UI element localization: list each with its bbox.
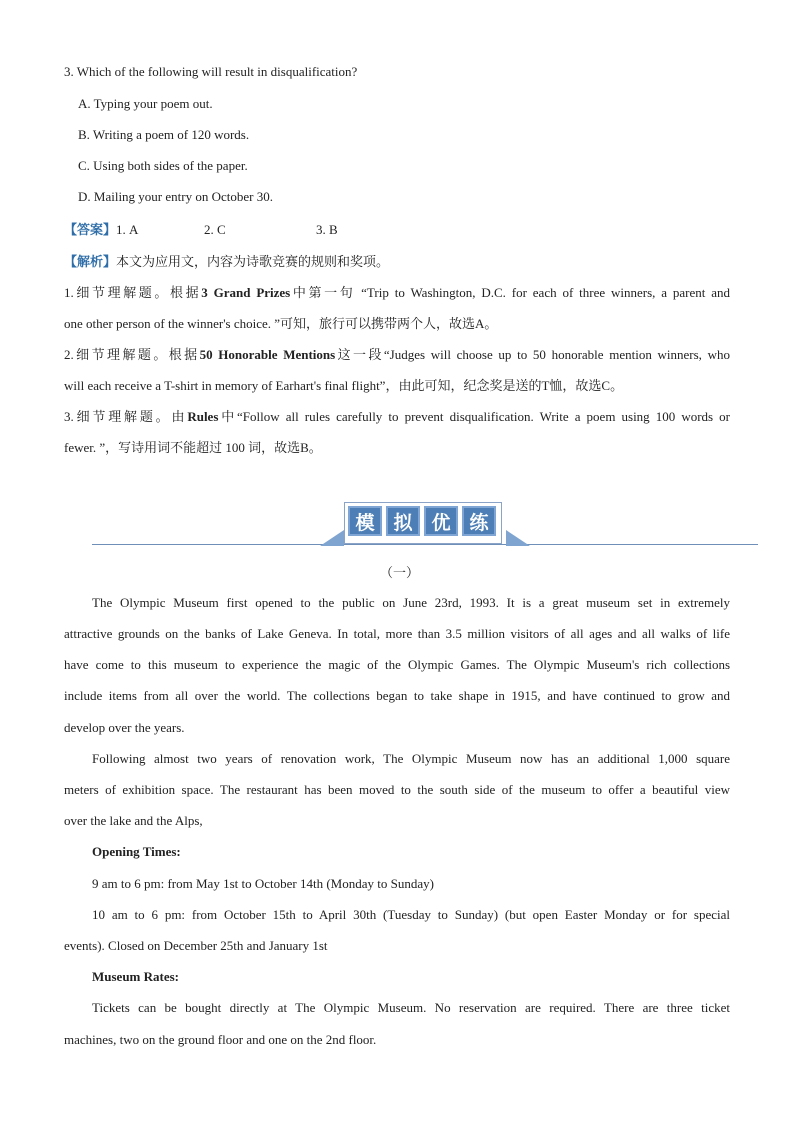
banner-char-2: 拟 [386,506,420,536]
passage-p1-line1: The Olympic Museum first opened to the public on June 23rd, 1993. It is a great museum set in extremely [92,595,730,610]
section-banner [320,500,530,548]
opening-times-line2: 10 am to 6 pm: from October 15th to April 30th (Tuesday to Sunday) (but open Easter Monday or for special [92,907,730,922]
passage-p2-line3: over the lake and the Alps, [64,813,203,828]
option-d: D. Mailing your entry on October 30. [78,189,273,204]
analysis-tag: 【解析】 [64,254,117,269]
analysis-p2-line2: will each receive a T-shirt in memory of Earhart's final flight”，由此可知，纪念奖是送的T恤，故选C。 [64,378,624,393]
analysis-p1-line2: one other person of the winner's choice. ”可知，旅行可以携带两个人，故选A。 [64,316,498,331]
museum-rates-line1: Tickets can be bought directly at The Olympic Museum. No reservation are required. There are three ticket [92,1000,730,1015]
passage-p1-line2: attractive grounds on the banks of Lake Geneva. In total, more than 3.5 million visitors of all ages and all walks of life [64,626,730,641]
option-c: C. Using both sides of the paper. [78,158,248,173]
answer-2: 2. C [204,222,226,237]
museum-rates-line2: machines, two on the ground floor and one on the 2nd floor. [64,1032,377,1047]
banner-char-3: 优 [424,506,458,536]
section-number: （一） [380,565,420,580]
analysis-p3-line2: fewer. ”，写诗用词不能超过 100 词，故选B。 [64,440,322,455]
analysis-p3-line1: 3.细节理解题。由Rules中“Follow all rules carefully to prevent disqualification. Write a poem using 100 words or [64,409,730,424]
analysis-p2-line1: 2.细节理解题。根据50 Honorable Mentions这一段“Judges will choose up to 50 honorable mention winners, who [64,347,730,362]
analysis-intro: 【解析】本文为应用文，内容为诗歌竞赛的规则和奖项。 [64,254,390,269]
option-a: A. Typing your poem out. [78,96,213,111]
passage-p1-line4: include items from all over the world. The collections began to take shape in 1915, and have continued to grow and [64,688,730,703]
option-b: B. Writing a poem of 120 words. [78,127,250,142]
answer-row [64,220,138,240]
banner-char-1: 模 [348,506,382,536]
answer-3: 3. B [316,222,338,237]
passage-p1-line3: have come to this museum to experience the magic of the Olympic Games. The Olympic Museum's rich collections [64,657,730,672]
banner-char-4: 练 [462,506,496,536]
passage-p2-line2: meters of exhibition space. The restaurant has been moved to the south side of the museum to offer a beautiful view [64,782,730,797]
question-3-stem: 3. Which of the following will result in disqualification? [64,64,358,79]
banner-left-wing [320,530,344,546]
opening-times-heading: Opening Times: [92,844,181,859]
opening-times-line1: 9 am to 6 pm: from May 1st to October 14th (Monday to Sunday) [92,876,434,891]
answer-1: 1. A [116,222,139,237]
museum-rates-heading: Museum Rates: [92,969,180,984]
passage-p1-line5: develop over the years. [64,720,185,735]
analysis-p1-line1: 1.细节理解题。根据3 Grand Prizes中第一句 “Trip to Washington, D.C. for each of three winners, a parent and [64,285,730,300]
opening-times-line3: events). Closed on December 25th and January 1st [64,938,328,953]
passage-p2-line1: Following almost two years of renovation work, The Olympic Museum now has an additional 1,000 square [92,751,730,766]
answer-tag: 【答案】 [64,222,117,237]
banner-right-wing [506,530,530,546]
